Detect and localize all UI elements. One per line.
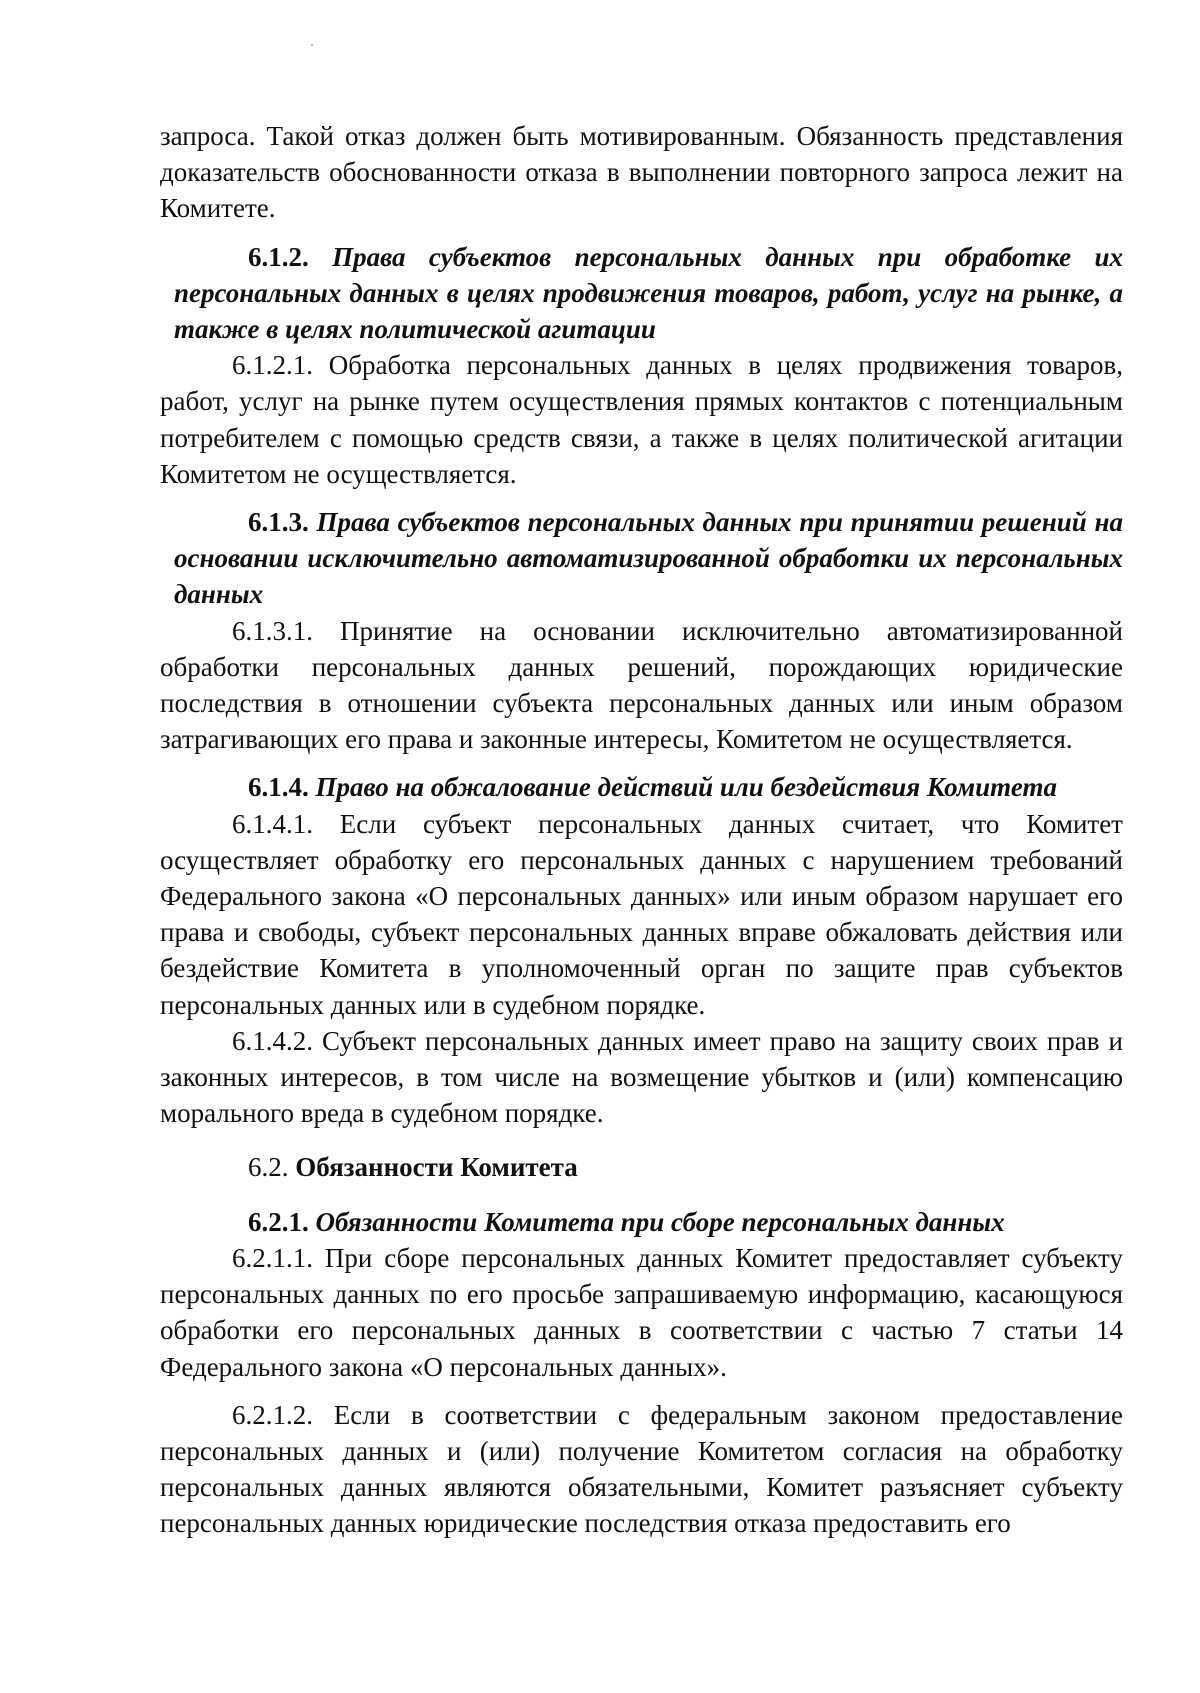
heading-number: 6.1.2. bbox=[248, 241, 309, 272]
paragraph-6-1-4-2: 6.1.4.2. Субъект персональных данных имеет право на защиту своих прав и законных интересов, в том числе на возмещение убытков и (или) компенсацию морального вреда в судебном порядке. bbox=[160, 1025, 1123, 1129]
paragraph-6-1-2-1: 6.1.2.1. Обработка персональных данных в целях продвижения товаров, работ, услуг на рынке путем осуществления прямых контактов с потенциальным потребителем с помощью средств связи, а также в целях политической агитации Комитетом не осуществляется. bbox=[160, 350, 1123, 489]
heading-6-2-1 bbox=[160, 1204, 1123, 1240]
heading-title: Обязанности Комитета при сборе персональных данных bbox=[315, 1206, 1005, 1237]
document-page bbox=[160, 118, 1123, 1542]
heading-6-1-2 bbox=[160, 239, 1123, 348]
heading-number: 6.2. bbox=[248, 1152, 289, 1183]
paragraph-6-2-1-1: 6.2.1.1. При сборе персональных данных Комитет предоставляет субъекту персональных данных по его просьбе запрашиваемую информацию, касающуюся обработки его персональных данных в соответствии с частью 7 статьи 14 Федерального закона «О персональных данных». bbox=[160, 1242, 1123, 1382]
scan-speck bbox=[311, 44, 313, 46]
paragraph-6-2-1-2: 6.2.1.2. Если в соответствии с федеральным законом предоставление персональных данных и (или) получение Комитетом согласия на обработку персональных данных являются обязательными, Комитет разъясняет субъекту персональных данных юридические последствия отказа предоставить его bbox=[160, 1399, 1123, 1539]
heading-number: 6.1.4. bbox=[248, 772, 309, 803]
paragraph-6-1-4-1: 6.1.4.1. Если субъект персональных данных считает, что Комитет осуществляет обработку его персональных данных с нарушением требований Федерального закона «О персональных данных» или иным образом нарушает его права и свободы, субъект персональных данных вправе обжаловать действия или бездействие Комитета в уполномоченный орган по защите прав субъектов персональных данных или в судебном порядке. bbox=[160, 808, 1123, 1020]
heading-title: Права субъектов персональных данных при принятии решений на основании исключительно автоматизированной обработки их персональных данных bbox=[174, 507, 1123, 610]
heading-number: 6.2.1. bbox=[248, 1206, 309, 1237]
heading-title: Обязанности Комитета bbox=[295, 1152, 578, 1183]
heading-6-1-3 bbox=[160, 504, 1123, 613]
heading-title: Права субъектов персональных данных при обработке их персональных данных в целях продвижения товаров, работ, услуг на рынке, а также в целях политической агитации bbox=[174, 241, 1124, 345]
paragraph-6-1-3-1: 6.1.3.1. Принятие на основании исключительно автоматизированной обработки персональных данных решений, порождающих юридические последствия в отношении субъекта персональных данных или иным образом затрагивающих его права и законные интересы, Комитетом не осуществляется. bbox=[160, 615, 1123, 755]
heading-number: 6.1.3. bbox=[248, 507, 309, 538]
heading-title: Право на обжалование действий или бездействия Комитета bbox=[315, 772, 1057, 803]
paragraph-request-refusal: запроса. Такой отказ должен быть мотивированным. Обязанность представления доказательств обоснованности отказа в выполнении повторного запроса лежит на Комитете. bbox=[160, 121, 1123, 224]
heading-6-1-4 bbox=[160, 769, 1123, 805]
heading-6-2 bbox=[160, 1149, 1123, 1185]
